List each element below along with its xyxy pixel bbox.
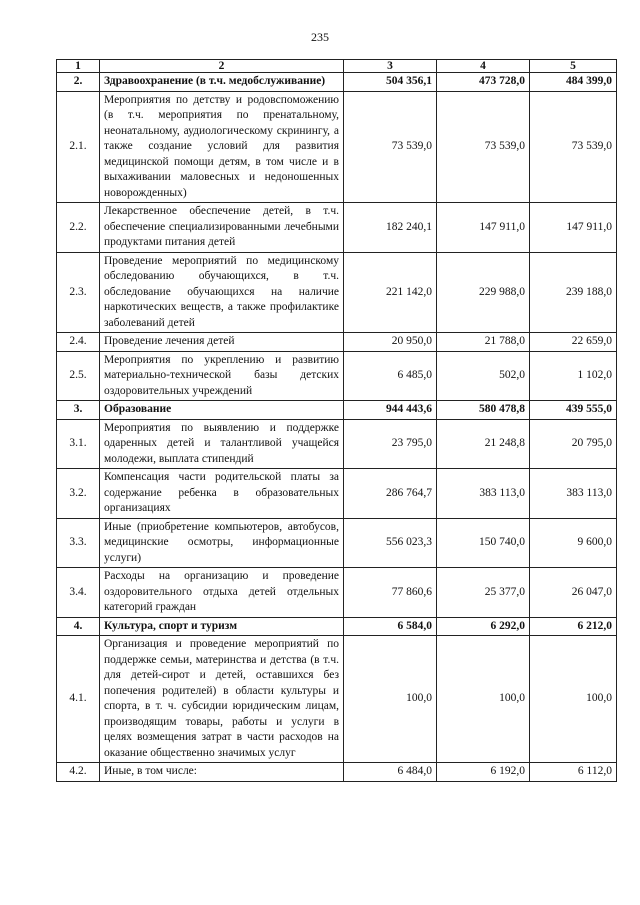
value-col3: 944 443,6 (344, 401, 437, 420)
value-col3: 6 584,0 (344, 617, 437, 636)
value-col5: 484 399,0 (530, 73, 617, 92)
value-col4: 229 988,0 (437, 252, 530, 333)
row-number: 2. (57, 73, 100, 92)
row-description: Расходы на организацию и проведение оздоровительного отдыха детей отдельных категорий граждан (100, 568, 344, 618)
row-number: 2.2. (57, 203, 100, 253)
section-row (57, 617, 617, 636)
value-col3: 6 485,0 (344, 351, 437, 401)
row-description: Мероприятия по детству и родовспоможению (в т.ч. мероприятия по пренатальному, неонатальному, аудиологическому скринингу, а также создание условий для развития медицинской помощи детям, в том числе и в выхаживании маловесных и недоношенных новорожденных) (100, 91, 344, 203)
value-col3: 504 356,1 (344, 73, 437, 92)
table-row (57, 419, 617, 469)
value-col5: 6 212,0 (530, 617, 617, 636)
value-col4: 25 377,0 (437, 568, 530, 618)
row-description: Проведение лечения детей (100, 333, 344, 352)
value-col3: 6 484,0 (344, 763, 437, 782)
value-col4: 147 911,0 (437, 203, 530, 253)
value-col5: 100,0 (530, 636, 617, 763)
row-description: Культура, спорт и туризм (100, 617, 344, 636)
header-cell: 2 (100, 60, 344, 73)
value-col5: 383 113,0 (530, 469, 617, 519)
row-description: Мероприятия по укреплению и развитию материально-технической базы детских оздоровительных учреждений (100, 351, 344, 401)
value-col4: 6 192,0 (437, 763, 530, 782)
value-col5: 9 600,0 (530, 518, 617, 568)
table-row (57, 203, 617, 253)
row-description: Иные (приобретение компьютеров, автобусов, медицинские осмотры, информационные услуги) (100, 518, 344, 568)
value-col3: 182 240,1 (344, 203, 437, 253)
table-row (57, 568, 617, 618)
value-col4: 100,0 (437, 636, 530, 763)
row-description: Мероприятия по выявлению и поддержке одаренных детей и талантливой учащейся молодежи, выплата стипендий (100, 419, 344, 469)
table-row (57, 351, 617, 401)
section-row (57, 401, 617, 420)
value-col4: 73 539,0 (437, 91, 530, 203)
value-col3: 286 764,7 (344, 469, 437, 519)
value-col3: 77 860,6 (344, 568, 437, 618)
value-col5: 20 795,0 (530, 419, 617, 469)
value-col4: 502,0 (437, 351, 530, 401)
table-row (57, 91, 617, 203)
table-row (57, 636, 617, 763)
value-col5: 147 911,0 (530, 203, 617, 253)
value-col3: 556 023,3 (344, 518, 437, 568)
header-row (57, 60, 617, 73)
table-row (57, 252, 617, 333)
section-row (57, 73, 617, 92)
value-col4: 580 478,8 (437, 401, 530, 420)
page-number: 235 (311, 30, 329, 44)
table-row (57, 763, 617, 782)
row-description: Компенсация части родительской платы за содержание ребенка в образовательных организациях (100, 469, 344, 519)
row-number: 3.2. (57, 469, 100, 519)
row-number: 4.1. (57, 636, 100, 763)
row-number: 3.1. (57, 419, 100, 469)
row-number: 4. (57, 617, 100, 636)
budget-table (56, 59, 617, 782)
value-col4: 383 113,0 (437, 469, 530, 519)
value-col4: 473 728,0 (437, 73, 530, 92)
value-col5: 6 112,0 (530, 763, 617, 782)
table-row (57, 469, 617, 519)
header-cell: 3 (344, 60, 437, 73)
value-col5: 239 188,0 (530, 252, 617, 333)
value-col5: 439 555,0 (530, 401, 617, 420)
value-col5: 1 102,0 (530, 351, 617, 401)
row-number: 2.3. (57, 252, 100, 333)
row-number: 3.3. (57, 518, 100, 568)
header-cell: 4 (437, 60, 530, 73)
value-col4: 150 740,0 (437, 518, 530, 568)
header-cell: 5 (530, 60, 617, 73)
table-row (57, 333, 617, 352)
value-col3: 23 795,0 (344, 419, 437, 469)
value-col5: 26 047,0 (530, 568, 617, 618)
row-description: Образование (100, 401, 344, 420)
row-number: 3. (57, 401, 100, 420)
value-col5: 73 539,0 (530, 91, 617, 203)
value-col3: 20 950,0 (344, 333, 437, 352)
row-description: Лекарственное обеспечение детей, в т.ч. обеспечение специализированными лечебными продуктами питания детей (100, 203, 344, 253)
value-col4: 21 248,8 (437, 419, 530, 469)
row-description: Здравоохранение (в т.ч. медобслуживание) (100, 73, 344, 92)
table-row (57, 518, 617, 568)
row-description: Иные, в том числе: (100, 763, 344, 782)
row-number: 4.2. (57, 763, 100, 782)
value-col3: 100,0 (344, 636, 437, 763)
value-col5: 22 659,0 (530, 333, 617, 352)
value-col4: 21 788,0 (437, 333, 530, 352)
row-number: 2.4. (57, 333, 100, 352)
row-number: 2.5. (57, 351, 100, 401)
value-col4: 6 292,0 (437, 617, 530, 636)
row-description: Проведение мероприятий по медицинскому обследованию обучающихся, в т.ч. обследование обучающихся на наличие наркотических веществ, а также профилактике заболеваний детей (100, 252, 344, 333)
header-cell: 1 (57, 60, 100, 73)
row-number: 2.1. (57, 91, 100, 203)
row-description: Организация и проведение мероприятий по поддержке семьи, материнства и детства (в т.ч. для детей-сирот и детей, оставшихся без попечения родителей) в области культуры и спорта, в т. ч. субсидии юридическим лицам, производящим товары, работы и услуги в целях возмещения затрат в части расходов на оказание общественно значимых услуг (100, 636, 344, 763)
value-col3: 221 142,0 (344, 252, 437, 333)
row-number: 3.4. (57, 568, 100, 618)
value-col3: 73 539,0 (344, 91, 437, 203)
